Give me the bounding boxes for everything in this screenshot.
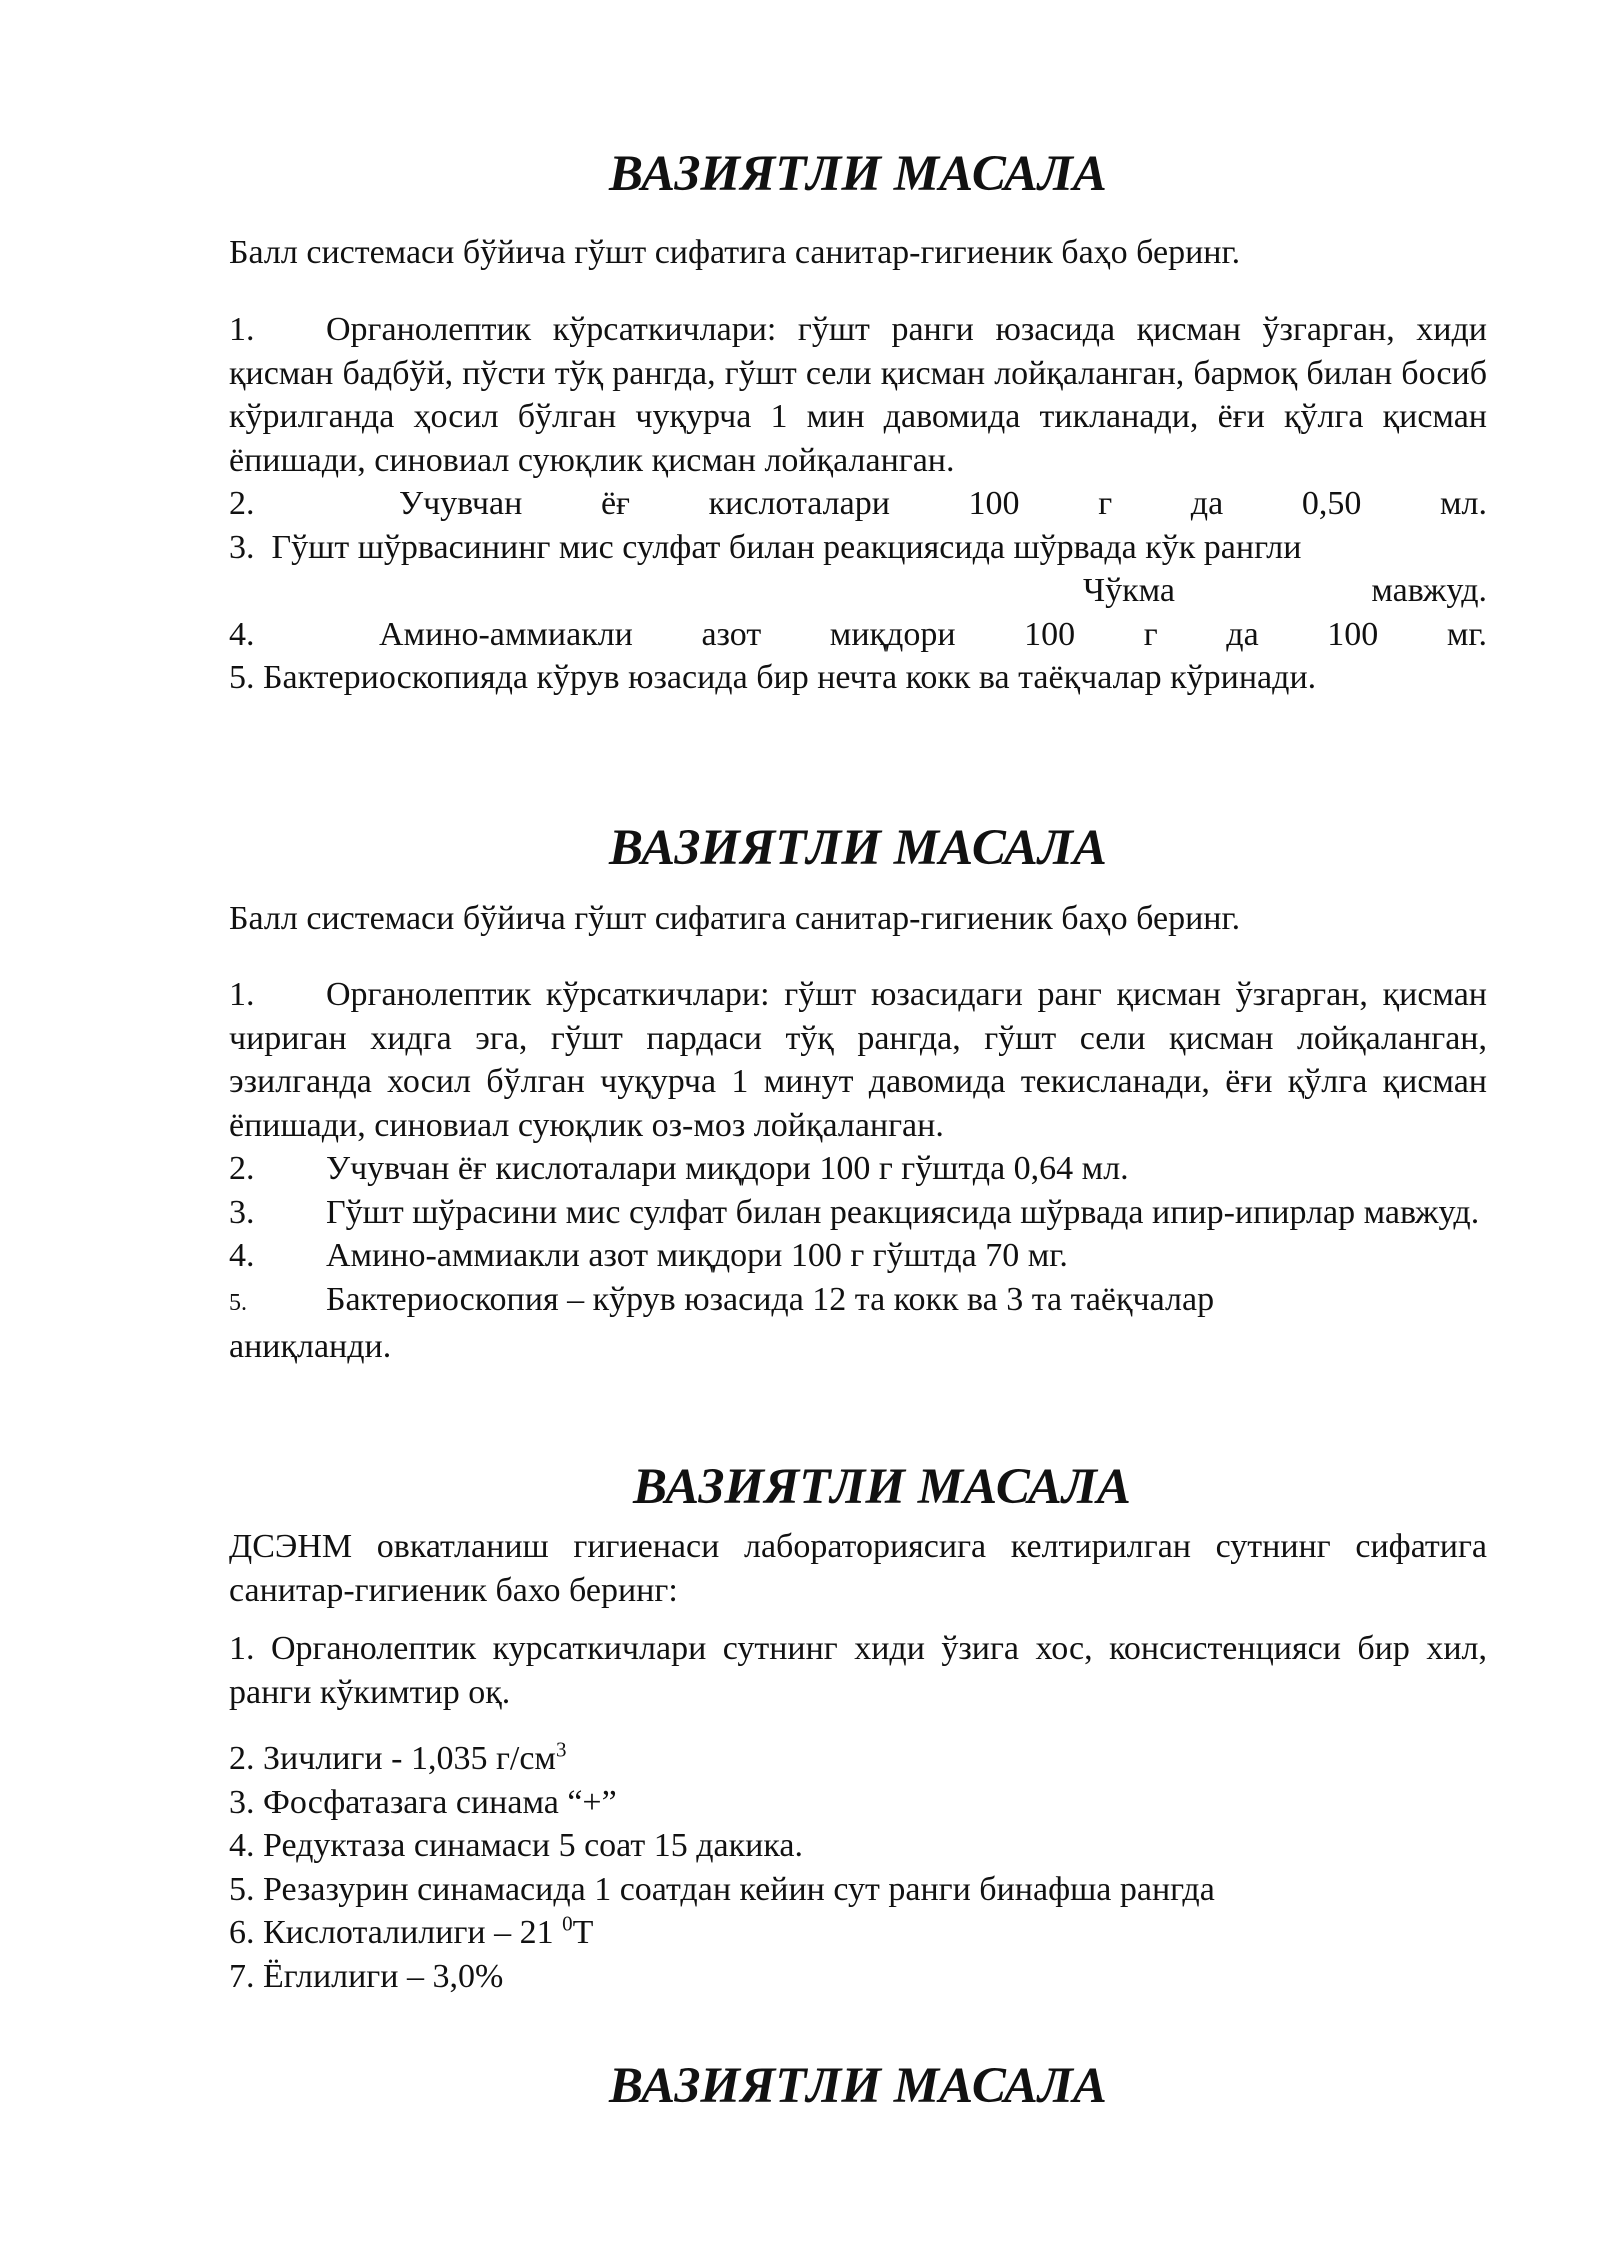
list-item-continuation <box>1083 569 1487 613</box>
item-number: 3. <box>229 528 255 566</box>
list-item: 5. Резазурин синамасида 1 соатдан кейин сут ранги бинафша рангда <box>229 1870 1215 1908</box>
section-2-intro: Балл системаси бўйича гўшт сифатига санитар-гигиеник баҳо беринг. <box>229 900 1241 937</box>
item-text: Бактериоскопия – кўрув юзасида 12 та кокк ва 3 та таёқчалар аниқланди. <box>229 1280 1215 1365</box>
list-item <box>229 613 1487 657</box>
section-3-item-1: 1. Органолептик курсаткичлари сутнинг хиди ўзига хос, консистенцияси бир хил, ранги кўкимтир оқ. <box>229 1630 1487 1711</box>
list-item <box>229 973 1487 1147</box>
item-text: Бактериоскопияда кўрув юзасида бир нечта кокк ва таёқчалар кўринади. <box>263 659 1317 696</box>
list-item <box>229 656 1487 700</box>
item-text: Органолептик кўрсаткичлари: гўшт ранги юзасида қисман ўзгарган, хиди қисман бадбўй, пўсти тўқ рангда, гўшт сели қисман лойқаланган, бармоқ билан босиб кўрилганда ҳосил бўлган чуқурча 1 мин давомида тикланади, ёғи қўлга қисман ёпишади, синовиал суюқлик қисман лойқаланган. <box>229 311 1487 479</box>
section-4-title: ВАЗИЯТЛИ МАСАЛА <box>609 2058 1107 2114</box>
item-number: 1. <box>229 311 255 348</box>
section-1-title: ВАЗИЯТЛИ МАСАЛА <box>609 146 1107 202</box>
section-2-list <box>229 973 1487 1369</box>
section-2-title: ВАЗИЯТЛИ МАСАЛА <box>609 820 1107 876</box>
list-item <box>229 1278 1329 1369</box>
list-item: 3. Фосфатазага синама “+” <box>229 1783 617 1821</box>
list-item <box>229 1191 1487 1235</box>
list-item: 4. Редуктаза синамаси 5 соат 15 дакика. <box>229 1827 803 1864</box>
section-3-title: ВАЗИЯТЛИ МАСАЛА <box>633 1459 1131 1515</box>
item-text: Органолептик кўрсаткичлари: гўшт юзасидаги ранг қисман ўзгарган, қисман чириган хидга эга, гўшт пардаси тўқ рангда, гўшт сели қисман лойқаланган, эзилганда хосил бўлган чуқурча 1 минут давомида текисланади, ёғи қўлга қисман ёпишади, синовиал суюқлик оз-моз лойқаланган. <box>229 976 1487 1144</box>
item-number: 2. <box>229 485 255 522</box>
item-number: 2. <box>229 1150 255 1187</box>
density-text: 2. Зичлиги - 1,035 г/см <box>229 1740 556 1777</box>
acidity-superscript: 0 <box>562 1911 573 1936</box>
list-item <box>229 1737 1487 1781</box>
list-item <box>229 1911 1487 1955</box>
acidity-text: 6. Кислоталилиги – 21 <box>229 1914 563 1951</box>
item-text: Амино-аммиакли азот миқдори 100 г гўштда 70 мг. <box>326 1237 1068 1274</box>
density-exponent: 3 <box>555 1737 567 1762</box>
acidity-unit: Т <box>572 1914 594 1951</box>
section-1-intro: Балл системаси бўйича гўшт сифатига санитар-гигиеник баҳо беринг. <box>229 234 1241 271</box>
list-item <box>229 1234 1487 1278</box>
list-item <box>229 308 1487 482</box>
list-item <box>229 482 1487 526</box>
list-item <box>229 526 1487 570</box>
item-number: 4. <box>229 1237 255 1274</box>
item-text: Гўшт шўрасини мис сулфат билан реакциясида шўрвада ипир-ипирлар мавжуд. <box>326 1193 1480 1231</box>
item-text: Учувчан ёғ кислоталари миқдори 100 г гўштда 0,64 мл. <box>326 1150 1129 1187</box>
item-text-cont-a: Чўкма <box>1083 572 1175 609</box>
item-text: Учувчан ёғ кислоталари 100 г да 0,50 мл. <box>399 485 1487 522</box>
item-number: 4. <box>229 615 255 653</box>
list-item: 7. Ёглилиги – 3,0% <box>229 1957 504 1995</box>
item-number: 5. <box>229 1289 247 1316</box>
section-3-intro: ДСЭНМ овкатланиш гигиенаси лабораториясига келтирилган сутнинг сифатига санитар-гигиеник бахо беринг: <box>229 1528 1487 1609</box>
item-number: 1. <box>229 976 255 1013</box>
item-number: 3. <box>229 1193 255 1231</box>
section-1-list <box>229 308 1487 700</box>
item-text-cont-b: мавжуд. <box>1371 572 1487 609</box>
item-text: Гўшт шўрвасининг мис сулфат билан реакциясида шўрвада кўк рангли <box>271 528 1302 566</box>
list-item <box>229 1147 1487 1191</box>
item-number: 5. <box>229 659 255 696</box>
section-3-list <box>229 1737 1487 1998</box>
item-text: Амино-аммиакли азот миқдори 100 г да 100 мг. <box>379 615 1487 653</box>
